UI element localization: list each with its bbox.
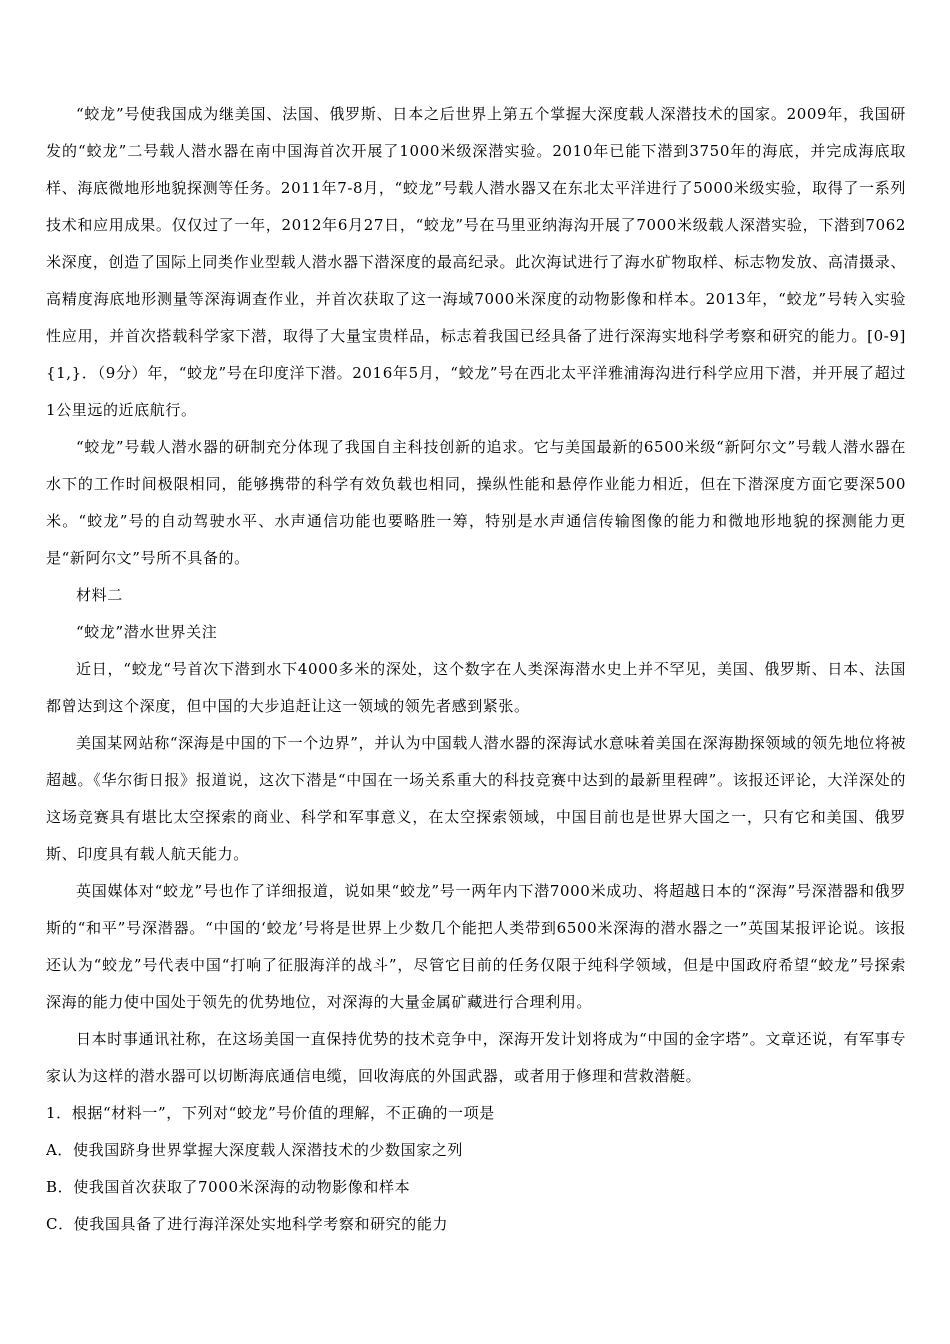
question-stem: 1．根据“材料一”，下列对“蛟龙”号价值的理解，不正确的一项是 [46,1104,495,1122]
material-two-label: 材料二 [76,586,123,604]
option-b: B．使我国首次获取了7000米深海的动物影像和样本 [46,1178,411,1196]
paragraph-recent-dive: 近日，“蛟龙“号首次下潜到水下4000多米的深处，这个数字在人类深海潜水史上并不罕见，美国、俄罗斯、日本、法国都曾达到这个深度，但中国的大步追赶让这一领域的领先者感到紧张。 [46,660,906,715]
material-two-title: “蛟龙”潜水世界关注 [76,623,218,641]
paragraph-jiaolong-history: “蛟龙”号使我国成为继美国、法国、俄罗斯、日本之后世界上第五个掌握大深度载人深潜技术的国家。2009年，我国研发的“蛟龙”二号载人潜水器在南中国海首次开展了1000米级深潜实验。2010年已能下潜到3750年的海底，并完成海底取样、海底微地形地貌探测等任务。2011年7-8月，“蛟龙”号载人潜水器又在东北太平洋进行了5000米级实验，取得了一系列技术和应用成果。仅仅过了一年，2012年6月27日，“蛟龙”号在马里亚纳海沟开展了7000米级载人深潜实验，下潜到7062米深度，创造了国际上同类作业型载人潜水器下潜深度的最高纪录。此次海试进行了海水矿物取样、标志物发放、高清摄录、高精度海底地形测量等深海调查作业，并首次获取了这一海域7000米深度的动物影像和样本。2013年，“蛟龙”号转入实验性应用，并首次搭载科学家下潜，取得了大量宝贵样品，标志着我国已经具备了进行深海实地科学考察和研究的能力。[0-9]{1,}．（9分）年，“蛟龙”号在印度洋下潜。2016年5月，“蛟龙”号在西北太平洋雅浦海沟进行科学应用下潜，并开展了超过1公里远的近底航行。 [46,105,906,419]
paragraph-japan-reaction: 日本时事通讯社称，在这场美国一直保持优势的技术竞争中，深海开发计划将成为“中国的金字塔”。文章还说，有军事专家认为这样的潜水器可以切断海底通信电缆，回收海底的外国武器，或者用于修理和营救潜艇。 [46,1030,906,1085]
paragraph-jiaolong-comparison: “蛟龙”号载人潜水器的研制充分体现了我国自主科技创新的追求。它与美国最新的6500米级“新阿尔文”号载人潜水器在水下的工作时间极限相同，能够携带的科学有效负载也相同，操纵性能和悬停作业能力相近，但在下潜深度方面它要深500米。“蛟龙”号的自动驾驶水平、水声通信功能也要略胜一筹，特别是水声通信传输图像的能力和微地形地貌的探测能力更是“新阿尔文”号所不具备的。 [46,438,906,567]
document-body [46,96,906,1243]
paragraph-uk-reaction: 英国媒体对“蛟龙”号也作了详细报道，说如果“蛟龙”号一两年内下潜7000米成功、将超越日本的“深海”号深潜器和俄罗斯的“和平”号深潜器。“中国的‘蛟龙’号将是世界上少数几个能把人类带到6500米深海的潜水器之一”英国某报评论说。该报还认为“蛟龙”号代表中国“打响了征服海洋的战斗”，尽管它目前的任务仅限于纯科学领域，但是中国政府希望“蛟龙”号探索深海的能力使中国处于领先的优势地位，对深海的大量金属矿藏进行合理利用。 [46,882,906,1011]
paragraph-us-reaction: 美国某网站称“深海是中国的下一个边界”，并认为中国载人潜水器的深海试水意味着美国在深海勘探领域的领先地位将被超越。《华尔街日报》报道说，这次下潜是“中国在一场关系重大的科技竞赛中达到的最新里程碑”。该报还评论，大洋深处的这场竞赛具有堪比太空探索的商业、科学和军事意义，在太空探索领域，中国目前也是世界大国之一，只有它和美国、俄罗斯、印度具有载人航天能力。 [46,734,906,863]
option-a: A．使我国跻身世界掌握大深度载人深潜技术的少数国家之列 [46,1141,464,1159]
option-c: C．使我国具备了进行海洋深处实地科学考察和研究的能力 [46,1215,449,1233]
